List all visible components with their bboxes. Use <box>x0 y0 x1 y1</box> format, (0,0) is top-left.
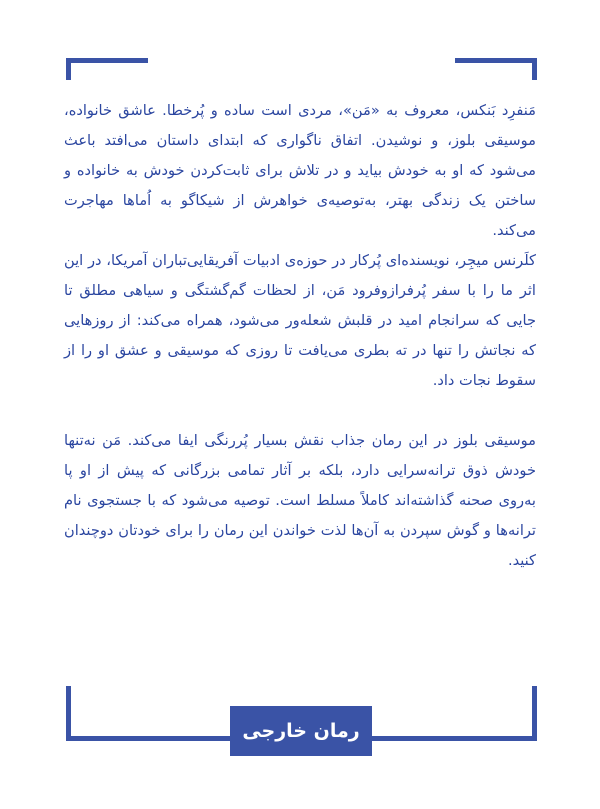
frame-corner-bottom-right <box>372 736 537 741</box>
paragraph-music: موسیقی بلوز در این رمان جذاب نقش بسیار پُررنگی ایفا می‌کند. مَن نه‌تنها خودش ذوق ترانه‌سرایی دارد، بلکه بر آثار تمامی بزرگانی که پیش از او پا به‌روی صحنه گذاشته‌اند کاملاً مسلط است. توصیه می‌شود که با جستجوی نام ترانه‌ها و گوش سپردن به آن‌ها لذت خواندن این رمان را برای خودتان دوچندان کنید. <box>64 432 536 569</box>
paragraph-author: کلَرنس میجِر، نویسنده‌ای پُرکار در حوزه‌ی ادبیات آفریقایی‌تباران آمریکا، در این اثر ما را با سفر پُرفرازوفرود مَن، از لحظات گم‌گشتگی و سیاهی مطلق تا جایی که سرانجام امید در قلبش شعله‌ور می‌شود، همراه می‌کند: از روزهایی که نجاتش را تنها در ته بطری می‌یافت تا روزی که موسیقی و عشق او را از سقوط نجات داد. <box>64 252 536 389</box>
book-description <box>64 96 536 576</box>
frame-corner-bottom-left-vertical <box>66 686 71 741</box>
frame-corner-top-right <box>455 58 537 63</box>
paragraph-summary: مَنفرِد بَنکس، معروف به «مَن»، مردی است ساده و پُرخطا. عاشق خانواده، موسیقی بلوز، و نوشیدن. اتفاق ناگواری که ابتدای داستان می‌افتد باعث می‌شود که او به خودش بیاید و در تلاش برای ثابت‌کردن خودش به خانواده و ساختن یک زندگی بهتر، به‌توصیه‌ی خواهرش از شیکاگو به اُماها مهاجرت می‌کند. <box>64 102 536 239</box>
frame-corner-top-left-vertical <box>66 58 71 80</box>
frame-corner-top-left <box>66 58 148 63</box>
frame-corner-bottom-right-vertical <box>532 686 537 741</box>
frame-corner-top-right-vertical <box>532 58 537 80</box>
frame-corner-bottom-left <box>66 736 230 741</box>
genre-badge: رمان خارجی <box>230 706 372 756</box>
